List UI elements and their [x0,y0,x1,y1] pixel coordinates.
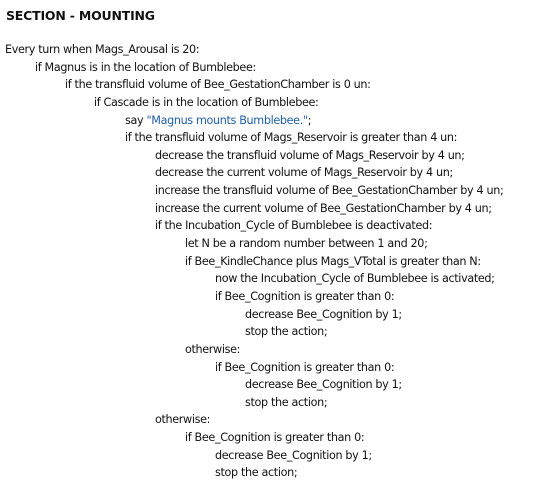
code-line: if Magnus is in the location of Bumblebee: [35,60,256,74]
code-block [5,41,503,482]
code-line: decrease Bee_Cognition by 1; [245,307,402,321]
code-line [5,112,503,130]
code-line: if Bee_Cognition is greater than 0: [215,360,395,374]
code-line: increase the current volume of Bee_GestationChamber by 4 un; [155,201,492,215]
code-line: decrease Bee_Cognition by 1; [245,378,402,392]
code-line: if Bee_Cognition is greater than 0: [215,289,395,303]
code-line: let N be a random number between 1 and 20; [185,237,428,251]
code-line: if Bee_Cognition is greater than 0: [185,431,365,445]
code-text: say [125,113,147,127]
code-line: otherwise: [185,342,241,356]
code-line: decrease Bee_Cognition by 1; [215,448,372,462]
code-text: ; [307,113,312,127]
string-literal: "Magnus mounts Bumblebee." [146,113,308,127]
section-heading: SECTION - MOUNTING [6,8,155,23]
code-line: stop the action; [245,325,328,339]
code-line: otherwise: [155,413,211,427]
code-line: decrease the current volume of Mags_Reservoir by 4 un; [155,166,453,180]
code-line: stop the action; [215,466,298,480]
code-line: decrease the transfluid volume of Mags_Reservoir by 4 un; [155,148,465,162]
code-line: increase the transfluid volume of Bee_GestationChamber by 4 un; [155,184,504,198]
code-line: stop the action; [245,395,328,409]
code-line: now the Incubation_Cycle of Bumblebee is activated; [215,272,495,286]
code-line: if Cascade is in the location of Bumblebee: [94,95,319,109]
code-line: if the transfluid volume of Mags_Reservoir is greater than 4 un: [125,131,458,145]
code-line: Every turn when Mags_Arousal is 20: [5,43,200,56]
code-line: if Bee_KindleChance plus Mags_VTotal is greater than N: [185,254,481,268]
code-line: if the transfluid volume of Bee_GestationChamber is 0 un: [65,78,371,92]
code-line: if the Incubation_Cycle of Bumblebee is deactivated: [155,219,433,233]
